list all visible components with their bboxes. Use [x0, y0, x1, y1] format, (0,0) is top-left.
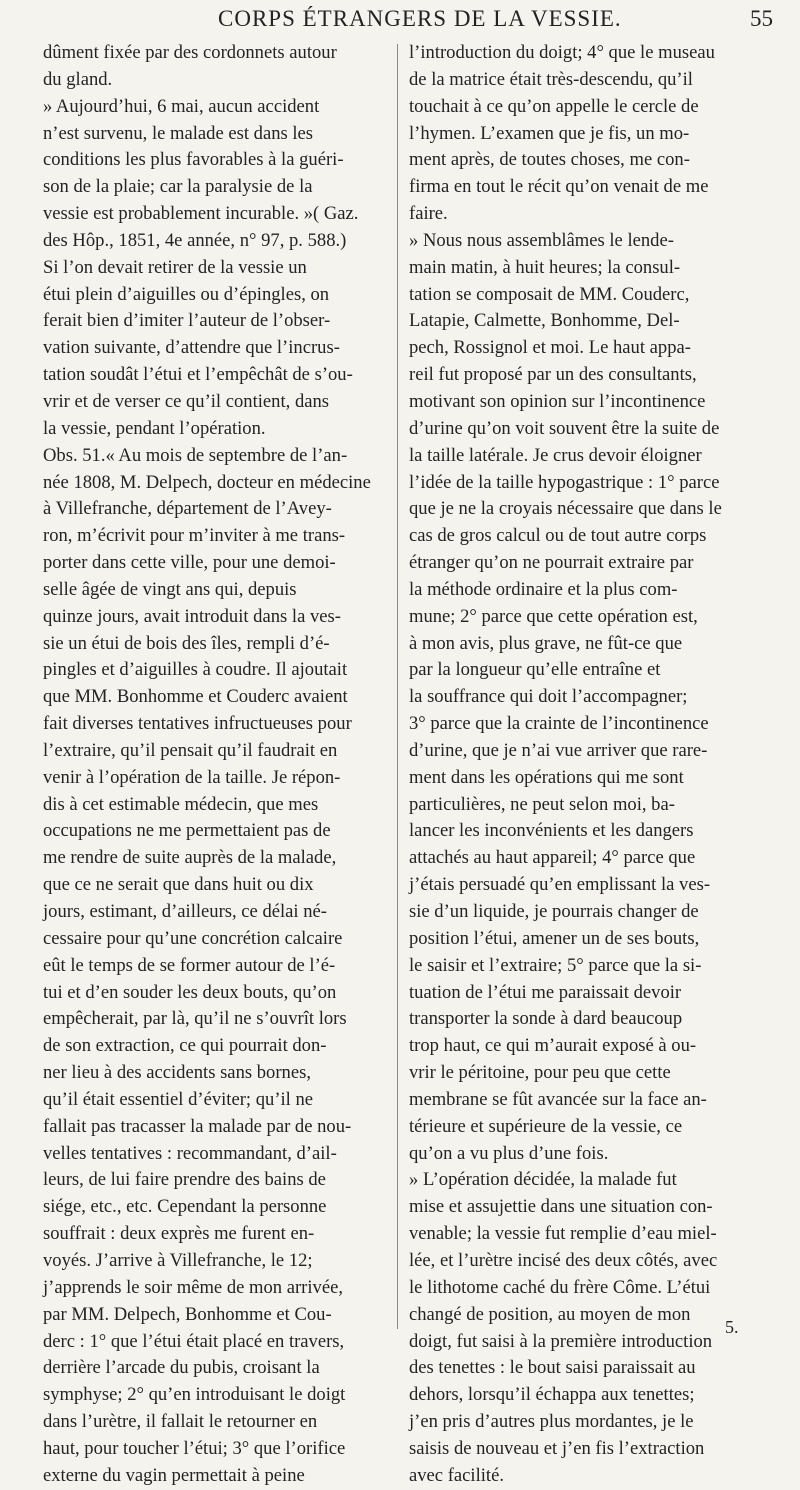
signature-mark: 5.	[725, 1317, 739, 1337]
text-line: térieure et supérieure de la vessie, ce	[409, 1115, 683, 1137]
running-title: CORPS ÉTRANGERS DE LA VESSIE.	[218, 6, 622, 31]
text-line: qu’on a vu plus d’une fois.	[409, 1142, 609, 1164]
text-line: j’en pris d’autres plus mordantes, je le	[409, 1411, 694, 1433]
text-line: jours, estimant, d’ailleurs, ce délai né-	[43, 901, 327, 922]
text-line: particulières, ne peut selon moi, ba-	[409, 793, 675, 815]
text-line: leurs, de lui faire prendre des bains de	[43, 1169, 326, 1191]
text-line: qu’il était essentiel d’éviter; qu’il ne	[43, 1088, 314, 1110]
right-column	[409, 40, 761, 1490]
text-line: position l’étui, amener un de ses bouts,	[409, 927, 700, 949]
text-line: fallait pas tracasser la malade par de nou-	[43, 1115, 352, 1137]
text-line: vessie est probablement incurable. »( Gaz.	[43, 203, 359, 225]
text-line: faire.	[409, 203, 448, 225]
text-line: haut, pour toucher l’étui; 3° que l’orifice	[43, 1437, 346, 1459]
text-line: touchait à ce qu’on appelle le cercle de	[409, 95, 699, 117]
text-line: Obs. 51.« Au mois de septembre de l’an-	[43, 444, 348, 466]
text-line: mune; 2° parce que cette opération est,	[409, 605, 698, 627]
text-line: empêcherait, par là, qu’il ne s’ouvrît lors	[43, 1008, 347, 1030]
text-line: attachés au haut appareil; 4° parce que	[409, 847, 696, 869]
text-line: la vessie, pendant l’opération.	[43, 417, 266, 439]
text-line: ment dans les opérations qui me sont	[409, 766, 684, 788]
text-line: à Villefranche, département de l’Avey-	[43, 498, 332, 520]
text-line: tuation de l’étui me paraissait devoir	[409, 981, 682, 1003]
running-head	[0, 6, 800, 40]
text-line: ron, m’écrivit pour m’inviter à me trans-	[43, 525, 346, 547]
text-line: à mon avis, plus grave, ne fût-ce que	[409, 632, 683, 654]
text-line: 3° parce que la crainte de l’incontinence	[409, 713, 709, 735]
text-line: d’urine qu’on voit souvent être la suite de	[409, 417, 720, 439]
text-line: quinze jours, avait introduit dans la ves-	[43, 605, 341, 627]
text-line: eût le temps de se former autour de l’é-	[43, 954, 336, 976]
text-line: la taille latérale. Je crus devoir éloigner	[409, 444, 702, 466]
text-line: j’étais persuadé qu’en emplissant la ves-	[409, 874, 711, 896]
text-line: transporter la sonde à dard beaucoup	[409, 1008, 683, 1030]
text-line: porter dans cette ville, pour une demoi-	[43, 552, 336, 574]
text-line: ment après, de toutes choses, me con-	[409, 149, 690, 171]
text-line: tui et d’en souder les deux bouts, qu’on	[43, 981, 337, 1003]
text-line: le lithotome caché du frère Côme. L’étui	[409, 1276, 711, 1298]
text-line: de la matrice était très-descendu, qu’il	[409, 68, 693, 90]
column-divider	[397, 44, 398, 1329]
text-line: lancer les inconvénients et les dangers	[409, 820, 694, 842]
left-column	[43, 40, 395, 1490]
text-line: » Nous nous assemblâmes le lende-	[409, 229, 674, 251]
text-line: » L’opération décidée, la malade fut	[409, 1169, 677, 1191]
text-line: me rendre de suite auprès de la malade,	[43, 847, 337, 869]
text-line: son de la plaie; car la paralysie de la	[43, 176, 313, 198]
text-line: tation se composait de MM. Couderc,	[409, 283, 690, 305]
text-line: vrir le péritoine, pour peu que cette	[409, 1062, 671, 1084]
text-line: voyés. J’arrive à Villefranche, le 12;	[43, 1249, 313, 1271]
text-line: que ce ne serait que dans huit ou dix	[43, 874, 314, 896]
text-line: née 1808, M. Delpech, docteur en médecine	[43, 471, 371, 493]
page-number: 55	[750, 6, 773, 31]
text-line: changé de position, au moyen de mon	[409, 1303, 691, 1325]
text-line: symphyse; 2° qu’en introduisant le doigt	[43, 1384, 346, 1406]
text-line: dûment fixée par des cordonnets autour	[43, 42, 337, 63]
text-line: selle âgée de vingt ans qui, depuis	[43, 578, 297, 600]
text-line: cas de gros calcul ou de tout autre corps	[409, 525, 707, 547]
text-line: des tenettes : le bout saisi paraissait au	[409, 1357, 696, 1379]
text-line: derc : 1° que l’étui était placé en travers,	[43, 1330, 345, 1352]
text-line: firma en tout le récit qu’on venait de me	[409, 176, 709, 198]
text-line: avec facilité.	[409, 1464, 504, 1486]
text-line: d’urine, que je n’ai vue arriver que rare-	[409, 739, 708, 761]
text-line: dans l’urètre, il fallait le retourner en	[43, 1411, 318, 1433]
text-line: mise et assujettie dans une situation con-	[409, 1196, 713, 1218]
text-line: conditions les plus favorables à la guéri-	[43, 149, 344, 171]
text-line: n’est survenu, le malade est dans les	[43, 122, 314, 144]
text-line: Latapie, Calmette, Bonhomme, Del-	[409, 310, 680, 332]
text-line: derrière l’arcade du pubis, croisant la	[43, 1357, 320, 1379]
text-line: que MM. Bonhomme et Couderc avaient	[43, 686, 348, 708]
text-line: reil fut proposé par un des consultants,	[409, 364, 697, 386]
text-line: membrane se fût avancée sur la face an-	[409, 1088, 707, 1110]
text-line: ner lieu à des accidents sans bornes,	[43, 1062, 311, 1084]
text-line: occupations ne me permettaient pas de	[43, 820, 331, 842]
text-line: velles tentatives : recommandant, d’ail-	[43, 1142, 337, 1164]
text-line: pech, Rossignol et moi. Le haut appa-	[409, 337, 691, 359]
text-line: l’introduction du doigt; 4° que le museau	[409, 42, 715, 63]
text-line: l’idée de la taille hypogastrique : 1° parce	[409, 471, 720, 493]
text-line: vrir et de verser ce qu’il contient, dans	[43, 390, 330, 412]
text-line: par MM. Delpech, Bonhomme et Cou-	[43, 1303, 332, 1325]
text-line: par la longueur qu’elle entraîne et	[409, 659, 661, 681]
text-line: dis à cet estimable médecin, que mes	[43, 793, 319, 815]
text-line: sie d’un liquide, je pourrais changer de	[409, 901, 699, 922]
text-line: venable; la vessie fut remplie d’eau miel-	[409, 1223, 717, 1245]
text-line: pingles et d’aiguilles à coudre. Il ajoutait	[43, 659, 348, 681]
text-line: étranger qu’on ne pourrait extraire par	[409, 552, 694, 574]
text-line: trop haut, ce qui m’aurait exposé à ou-	[409, 1035, 697, 1057]
text-line: de son extraction, ce qui pourrait don-	[43, 1035, 327, 1057]
text-line: fait diverses tentatives infructueuses pour	[43, 713, 352, 735]
text-line: Si l’on devait retirer de la vessie un	[43, 256, 307, 278]
text-line: siége, etc., etc. Cependant la personne	[43, 1196, 327, 1218]
text-line: motivant son opinion sur l’incontinence	[409, 390, 706, 412]
text-line: étui plein d’aiguilles ou d’épingles, on	[43, 283, 330, 305]
text-line: sie un étui de bois des îles, rempli d’é-	[43, 632, 330, 654]
text-line: lée, et l’urètre incisé des deux côtés, avec	[409, 1249, 718, 1271]
text-line: cessaire pour qu’une concrétion calcaire	[43, 927, 343, 949]
text-line: des Hôp., 1851, 4e année, n° 97, p. 588.)	[43, 229, 347, 251]
text-line: l’hymen. L’examen que je fis, un mo-	[409, 122, 690, 144]
text-line: doigt, fut saisi à la première introduction	[409, 1330, 713, 1352]
text-line: j’apprends le soir même de mon arrivée,	[43, 1276, 343, 1298]
text-line: vation suivante, d’attendre que l’incrus-	[43, 337, 340, 359]
text-line: que je ne la croyais nécessaire que dans le	[409, 498, 722, 520]
text-line: souffrait : deux exprès me furent en-	[43, 1223, 315, 1245]
text-line: le saisir et l’extraire; 5° parce que la si-	[409, 954, 702, 976]
text-line: saisis de nouveau et j’en fis l’extraction	[409, 1437, 705, 1459]
text-line: tation soudât l’étui et l’empêchât de s’ou-	[43, 364, 353, 386]
text-line: la méthode ordinaire et la plus com-	[409, 578, 678, 600]
text-line: dehors, lorsqu’il échappa aux tenettes;	[409, 1384, 695, 1406]
text-line: venir à l’opération de la taille. Je répon-	[43, 766, 341, 788]
text-line: du gland.	[43, 68, 113, 90]
text-line: l’extraire, qu’il pensait qu’il faudrait en	[43, 739, 338, 761]
text-line: la souffrance qui doit l’accompagner;	[409, 686, 688, 708]
text-line: externe du vagin permettait à peine	[43, 1464, 305, 1486]
text-line: ferait bien d’imiter l’auteur de l’obser-	[43, 310, 331, 332]
text-line: » Aujourd’hui, 6 mai, aucun accident	[43, 95, 320, 117]
text-line: main matin, à huit heures; la consul-	[409, 256, 681, 278]
